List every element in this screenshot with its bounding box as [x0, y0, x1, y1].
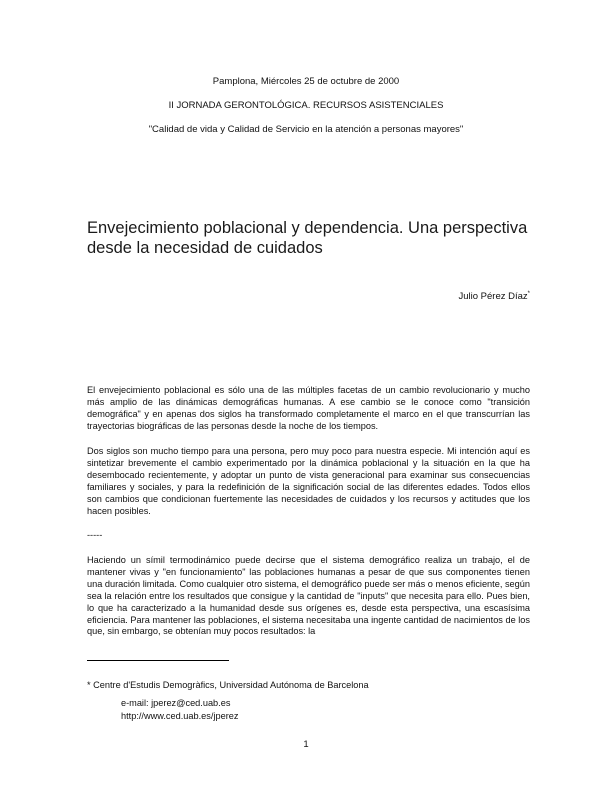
footnote-email: e-mail: jperez@ced.uab.es — [121, 698, 231, 708]
paragraph-2: Dos siglos son mucho tiempo para una persona, pero muy poco para nuestra especie. Mi intención aquí es sintetizar brevemente el cambio experimentado por la dinámica poblacional y la situación en la que ha desembocado recientemente, y adoptar un punto de vista generacional para examinar sus consecuencias familiares y sociales, y para la redefinición de la significación social de las diferentes edades. Todos ellos son cambios que condicionan fuertemente las necesidades de cuidados y los recursos y actitudes que los hacen posibles. — [87, 446, 530, 516]
section-separator: ----- — [87, 530, 103, 540]
footnote-url: http://www.ced.uab.es/jperez — [121, 711, 239, 721]
page-number: 1 — [303, 739, 309, 750]
header-event: II JORNADA GERONTOLÓGICA. RECURSOS ASISTENCIALES — [168, 100, 444, 111]
paragraph-1: El envejecimiento poblacional es sólo una de las múltiples facetas de un cambio revolucionario y mucho más amplio de las dinámicas demográficas humanas. A ese cambio se le conoce como "transición demográfica" y en apenas dos siglos ha transformado completamente el marco en el que transcurrían las trayectorias biográficas de las personas desde la noche de los tiempos. — [87, 385, 530, 431]
document-title: Envejecimiento poblacional y dependencia. Una perspectiva desde la necesidad de cuidados — [87, 219, 528, 257]
author — [458, 291, 530, 302]
paragraph-3: Haciendo un símil termodinámico puede decirse que el sistema demográfico realiza un trabajo, el de mantener vivas y "en funcionamiento" las poblaciones humanas a pesar de que sus componentes tienen una duración limitada. Como cualquier otro sistema, el demográfico puede ser más o menos eficiente, según sea la relación entre los resultados que consigue y la cantidad de "inputs" que necesita para ello. Pues bien, lo que ha caracterizado a la humanidad desde sus orígenes es, desde esta perspectiva, una escasísima eficiencia. Para mantener las poblaciones, el sistema necesitaba una ingente cantidad de nacimientos de los que, sin embargo, se obtenían muy pocos resultados: la — [87, 555, 530, 637]
header-theme: "Calidad de vida y Calidad de Servicio en la atención a personas mayores" — [148, 124, 464, 135]
header-place-date: Pamplona, Miércoles 25 de octubre de 2000 — [212, 76, 400, 87]
author-footnote-mark: * — [527, 291, 530, 297]
footnote-rule — [87, 660, 229, 661]
footnote-affiliation: * Centre d'Estudis Demogràfics, Universidad Autónoma de Barcelona — [87, 680, 369, 690]
author-name: Julio Pérez Díaz — [458, 291, 528, 303]
